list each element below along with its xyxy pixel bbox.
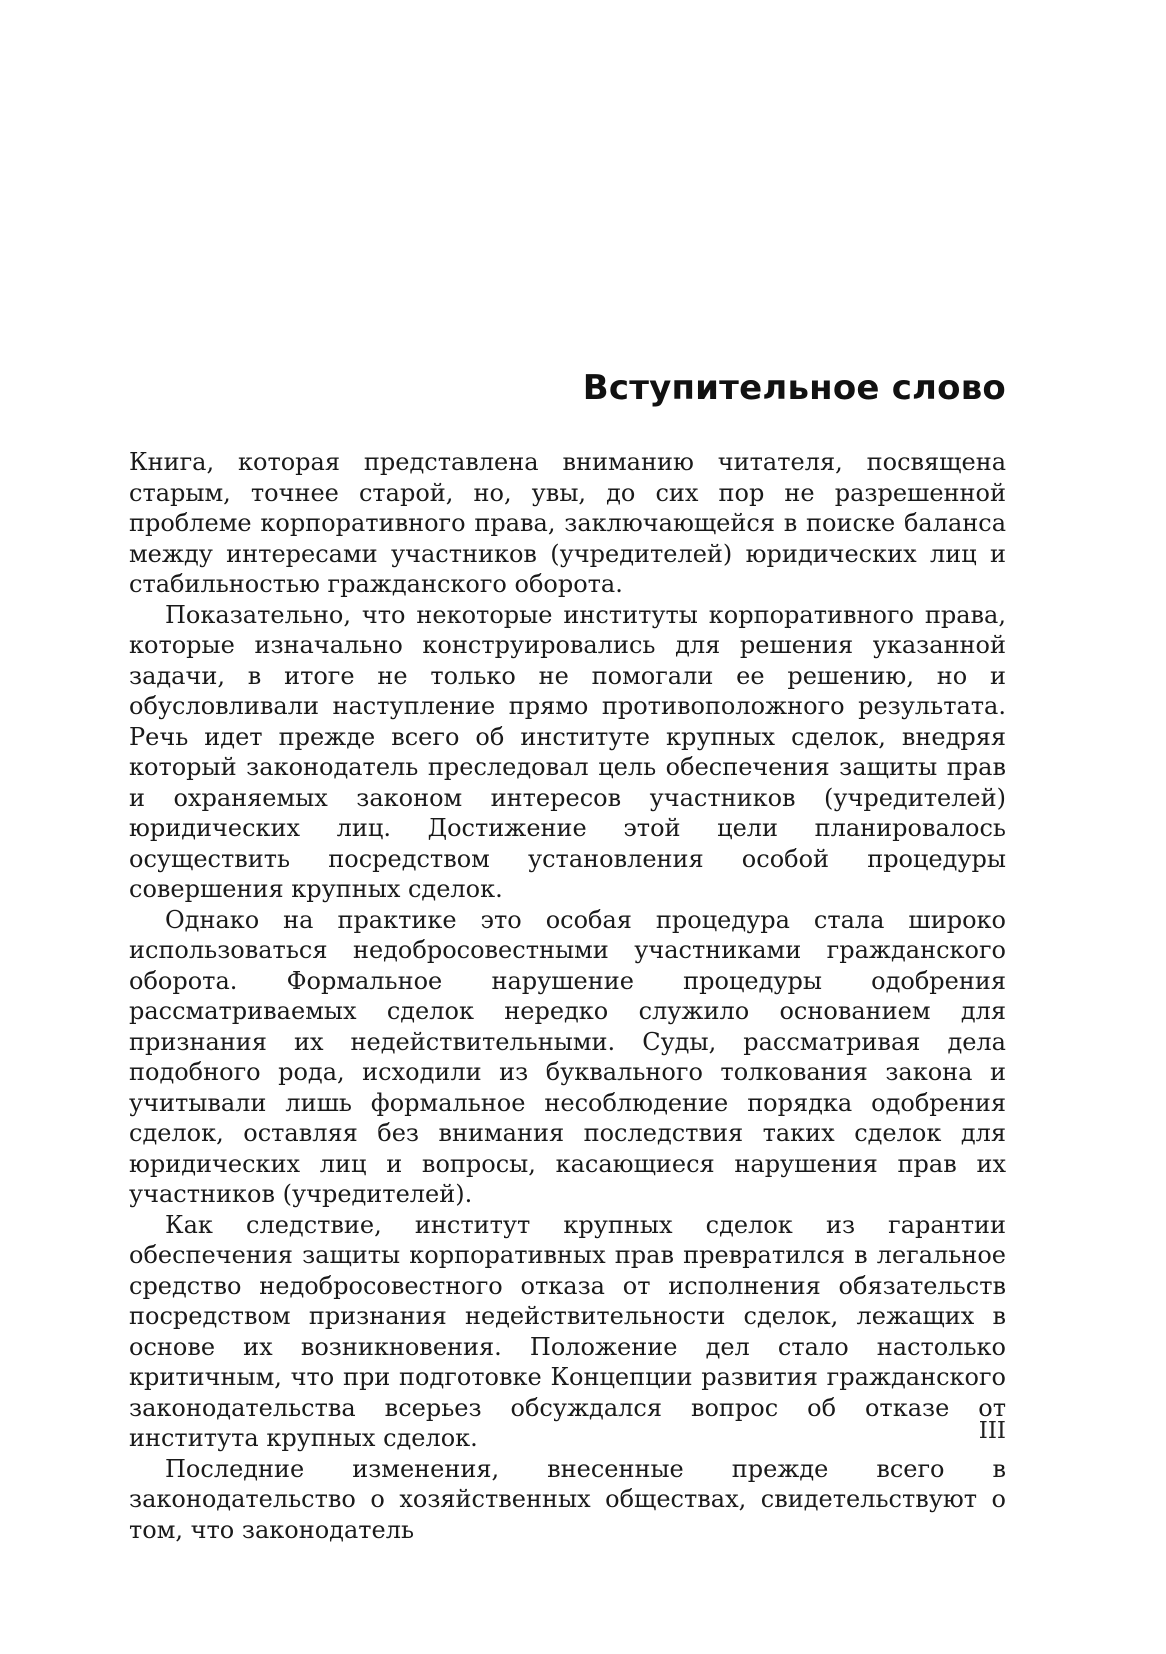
paragraph: Книга, которая представлена вниманию читателя, посвящена старым, точнее старой, но, увы, до сих пор не разрешенной проблеме корпоративного права, заключающейся в поиске баланса между интересами участников (учредителей) юридических лиц и стабильностью гражданского оборота.: [129, 448, 1006, 598]
body-text: [129, 447, 1006, 1545]
paragraph: Однако на практике это особая процедура стала широко использоваться недобросовестными участниками гражданского оборота. Формальное нарушение процедуры одобрения рассматриваемых сделок нередко служило основанием для признания их недействительными. Суды, рассматривая дела подобного рода, исходили из буквального толкования закона и учитывали лишь формальное несоблюдение порядка одобрения сделок, оставляя без внимания последствия таких сделок для юридических лиц и вопросы, касающиеся нарушения прав их участников (учредителей).: [129, 905, 1006, 1208]
paragraph: Последние изменения, внесенные прежде всего в законодательство о хозяйственных обществах, свидетельствуют о том, что законодатель: [129, 1454, 1006, 1544]
chapter-heading: Вступительное слово: [582, 368, 1006, 408]
paragraph: Как следствие, институт крупных сделок из гарантии обеспечения защиты корпоративных прав превратился в легальное средство недобросовестного отказа от исполнения обязательств посредством признания недействительности сделок, лежащих в основе их возникновения. Положение дел стало настолько критичным, что при подготовке Концепции развития гражданского законодательства всерьез обсуждался вопрос об отказе от института крупных сделок.: [129, 1210, 1006, 1452]
paragraph: Показательно, что некоторые институты корпоративного права, которые изначально конструировались для решения указанной задачи, в итоге не только не помогали ее решению, но и обусловливали наступление прямо противоположного результата. Речь идет прежде всего об институте крупных сделок, внедряя который законодатель преследовал цель обеспечения защиты прав и охраняемых законом интересов участников (учредителей) юридических лиц. Достижение этой цели планировалось осуществить посредством установления особой процедуры совершения крупных сделок.: [129, 600, 1006, 903]
page-number: III: [978, 1418, 1006, 1444]
